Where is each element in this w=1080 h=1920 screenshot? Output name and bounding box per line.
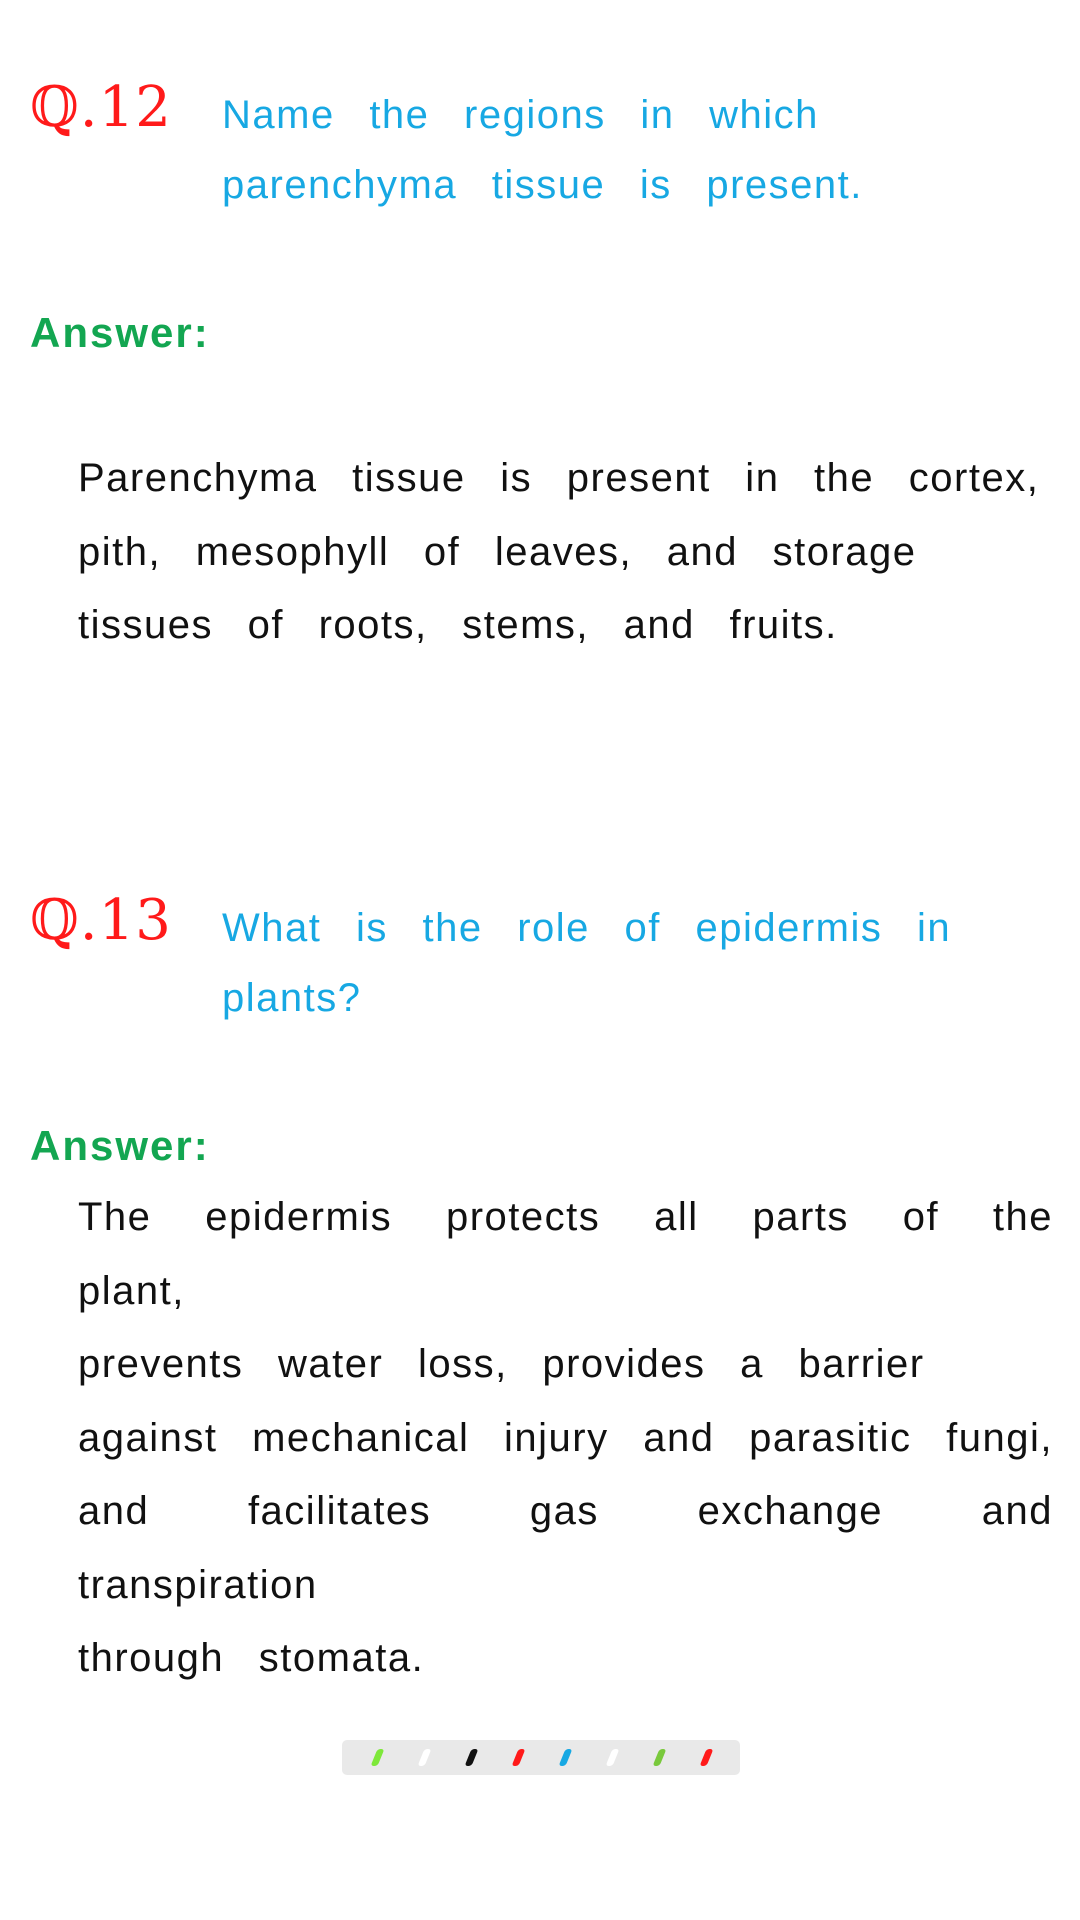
answer-text-line: tissues of roots, stems, and fruits. [78, 603, 838, 647]
answer-label: Answer: [30, 309, 210, 356]
page-dot[interactable] [371, 1749, 385, 1766]
page-dot[interactable] [465, 1749, 479, 1766]
question-text-line: plants? [222, 976, 362, 1020]
answer-text [78, 442, 1053, 663]
question-text [222, 893, 952, 1033]
question-text [222, 80, 942, 220]
page-indicator [342, 1740, 740, 1775]
page-dot[interactable] [512, 1749, 526, 1766]
answer-text-line: prevents water loss, provides a barrier [78, 1342, 925, 1386]
answer-text-line: through stomata. [78, 1636, 425, 1680]
answer-text-line: The epidermis protects all parts of the plant, [78, 1195, 1053, 1313]
answer-text-line: Parenchyma tissue is present in the cortex, [78, 456, 1040, 500]
page-dot[interactable] [606, 1749, 620, 1766]
page-dot[interactable] [653, 1749, 667, 1766]
question-text-line: parenchyma tissue is present. [222, 163, 863, 207]
question-number: ℚ.12 [30, 75, 172, 140]
page-dot[interactable] [700, 1749, 714, 1766]
answer-text [78, 1181, 1053, 1696]
answer-text-line: against mechanical injury and parasitic fungi, [78, 1415, 1053, 1460]
answer-label: Answer: [30, 1122, 210, 1169]
page-dot[interactable] [559, 1749, 573, 1766]
answer-text-line: pith, mesophyll of leaves, and storage [78, 529, 917, 574]
question-text-line: What is the role of epidermis in [222, 906, 952, 950]
page-dot[interactable] [418, 1749, 432, 1766]
question-text-line: Name the regions in which [222, 93, 819, 137]
answer-text-line: and facilitates gas exchange and transpiration [78, 1489, 1053, 1607]
question-number: ℚ.13 [30, 888, 172, 953]
